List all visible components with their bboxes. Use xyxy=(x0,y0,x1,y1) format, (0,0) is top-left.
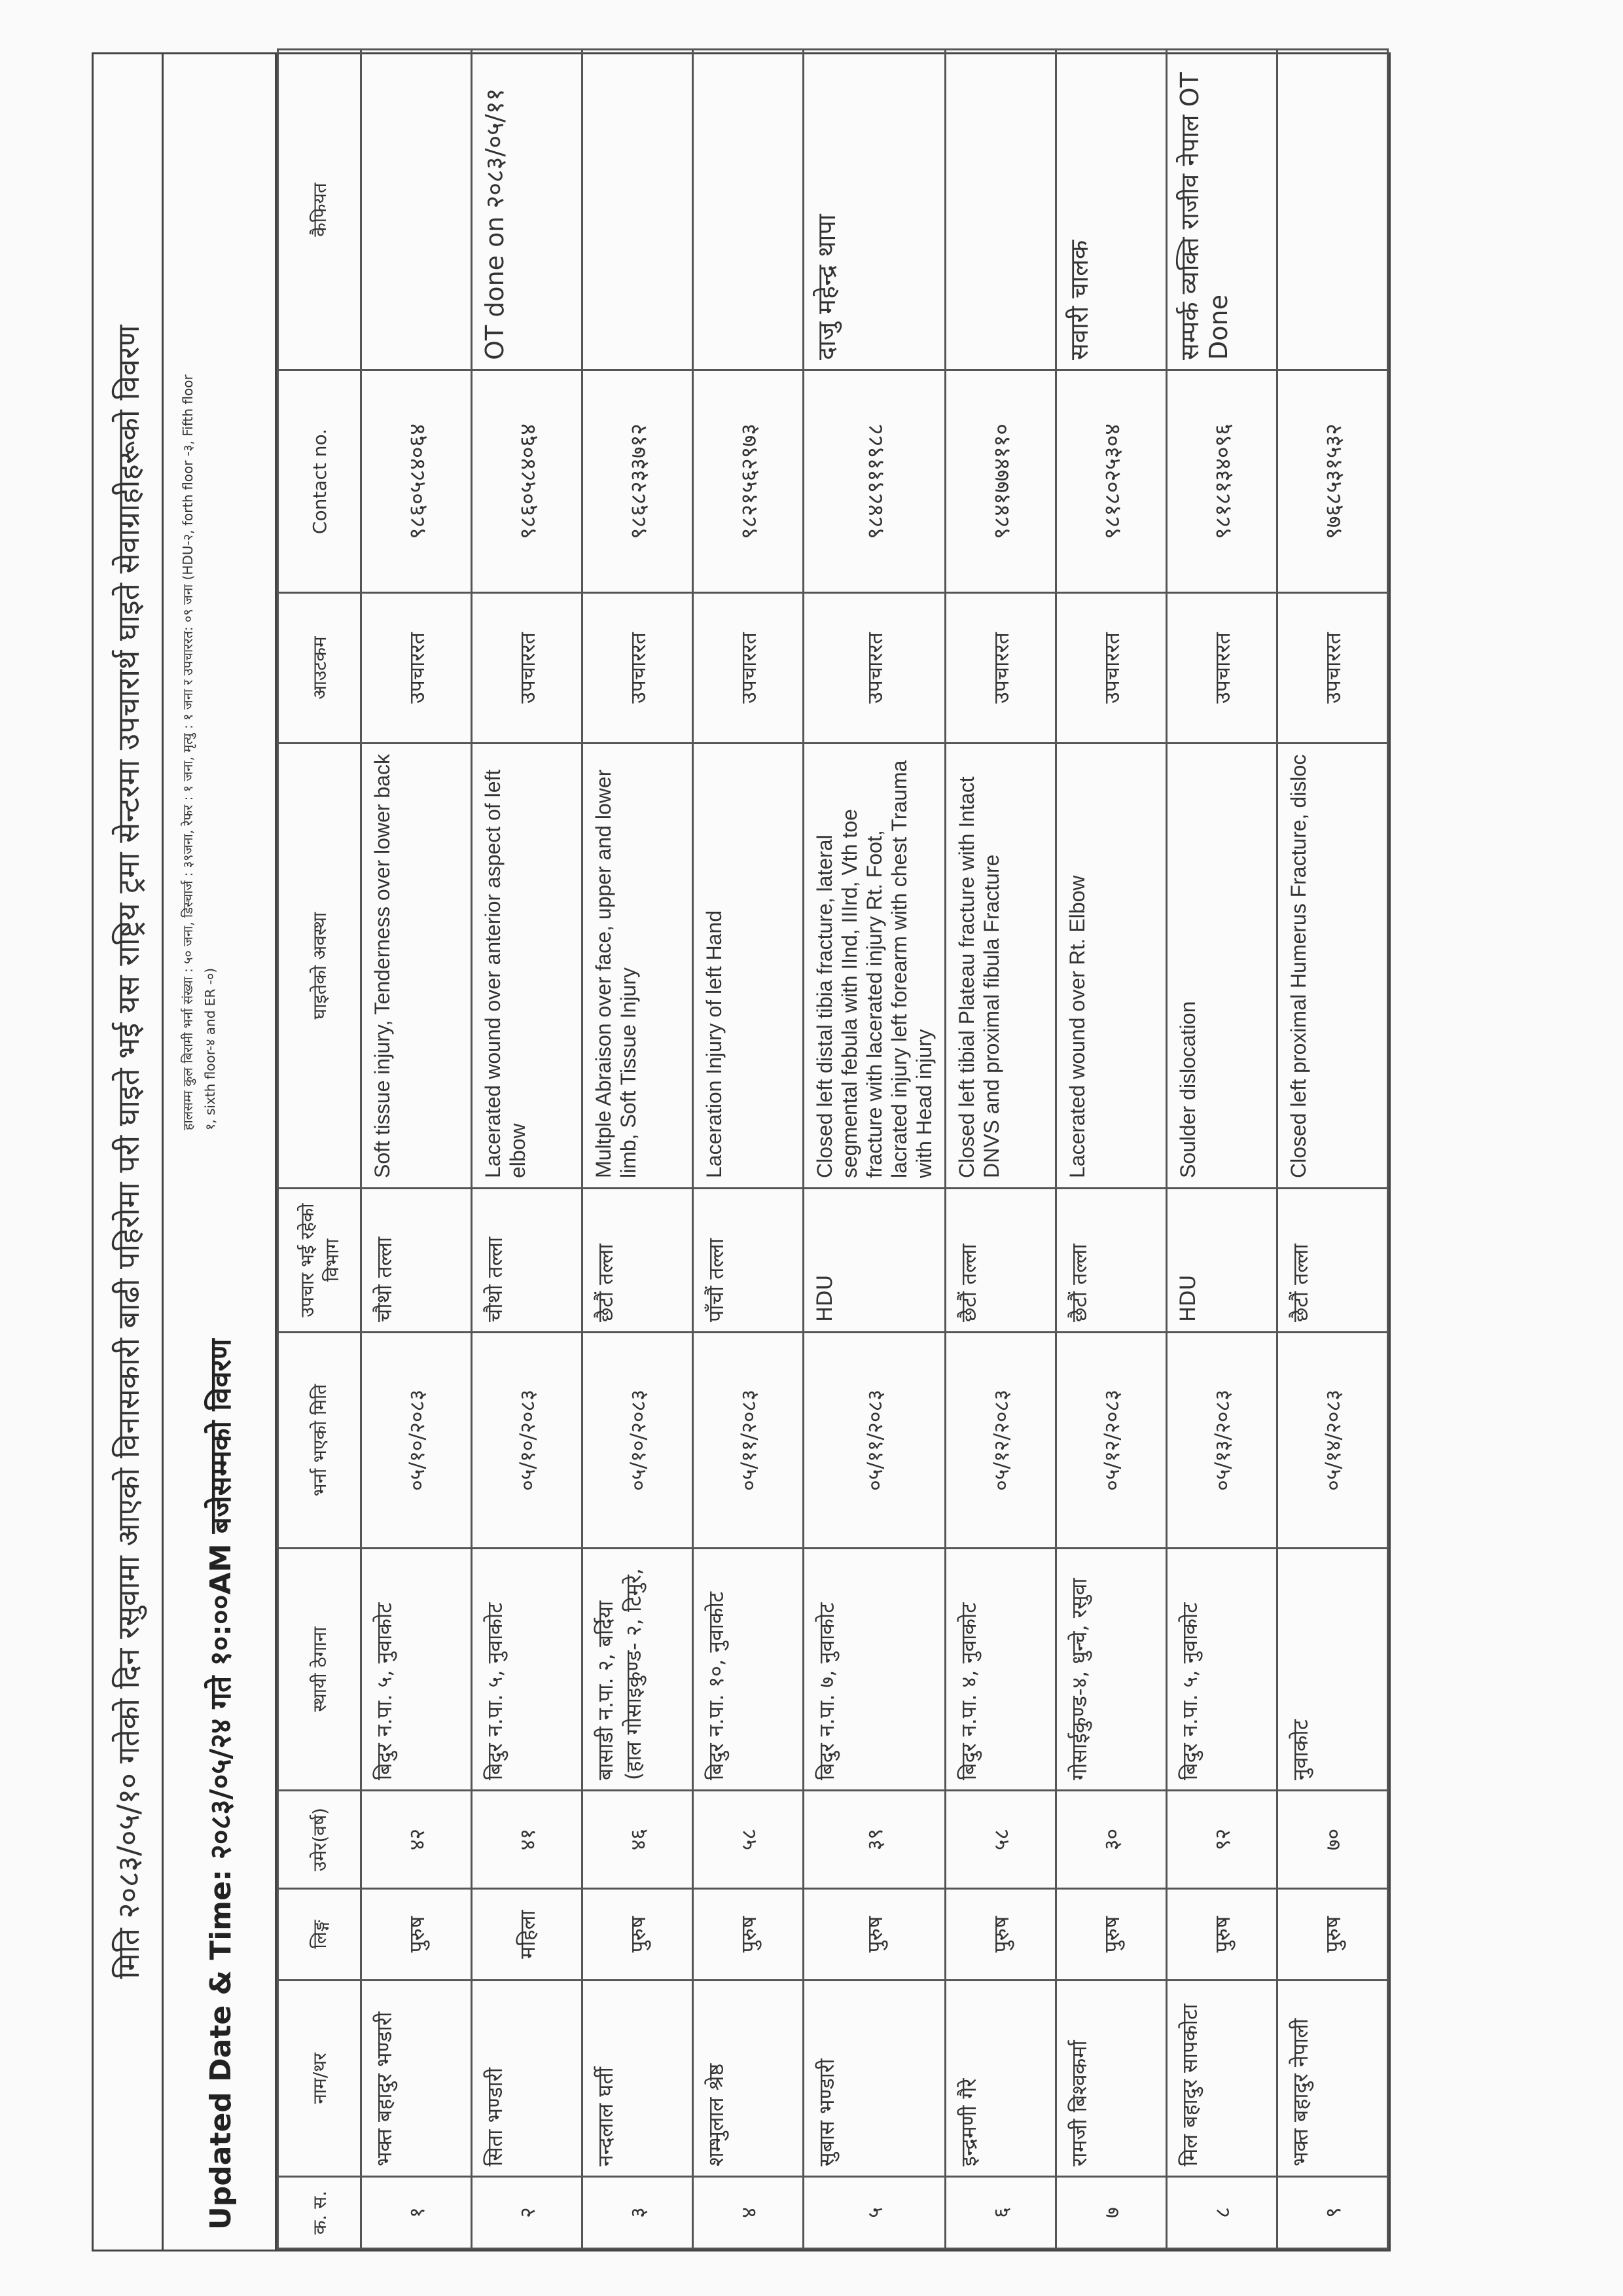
row-contact: ९८६८२३३७१२ xyxy=(582,370,693,593)
table-row xyxy=(1277,50,1388,2249)
col-outcome: आउटकम xyxy=(278,593,361,744)
row-admit-date: ०५/१०/२०८३ xyxy=(361,1333,472,1549)
row-contact: ९८४८९११९८८ xyxy=(804,370,946,593)
row-sn: ७ xyxy=(1056,2177,1167,2249)
row-condition: Closed left tibial Plateau fracture with Intact DNVS and proximal fibula Fracture xyxy=(946,744,1056,1189)
row-admit-date: ०५/१४/२०८३ xyxy=(1277,1333,1388,1549)
row-age: ४१ xyxy=(472,1791,582,1889)
row-name: भक्त बहादुर भण्डारी xyxy=(361,1981,472,2177)
row-gender: पुरुष xyxy=(804,1889,946,1981)
row-address: बिदुर न.पा. ५, नुवाकोट xyxy=(472,1549,582,1791)
row-name: सिता भण्डारी xyxy=(472,1981,582,2177)
updated-datetime: Updated Date & Time: २०८३/०५/२४ गते १०:००AM बजेसम्मको विवरण xyxy=(204,1338,238,2230)
row-address: बिदुर न.पा. ५, नुवाकोट xyxy=(1167,1549,1277,1791)
row-gender: पुरुष xyxy=(946,1889,1056,1981)
patient-table xyxy=(277,48,1389,2250)
row-outcome: उपचाररत xyxy=(1167,593,1277,744)
row-outcome: उपचाररत xyxy=(946,593,1056,744)
summary-line-1: हालसम्म कुल बिरामी भर्ना संख्या : ५० जना, डिस्चार्ज : ३९जना, रेफर : १ जना, मृत्यु : १ जना र उपचाररत: ०९ जना (HDU-२, forth floor -३, Fifth floor xyxy=(180,374,196,1130)
col-age: उमेर(वर्ष) xyxy=(278,1791,361,1889)
row-gender: पुरुष xyxy=(693,1889,804,1981)
col-contact: Contact no. xyxy=(278,370,361,593)
col-gender: लिङ्ग xyxy=(278,1889,361,1981)
row-name: रामजी बिश्वकर्मा xyxy=(1056,1981,1167,2177)
row-department: HDU xyxy=(1167,1189,1277,1333)
col-remarks: कैफियत xyxy=(278,50,361,370)
col-department: उपचार भई रहेको विभाग xyxy=(278,1189,361,1333)
row-remarks: OT done on २०८३/०५/११ xyxy=(472,50,582,370)
row-admit-date: ०५/१३/२०८३ xyxy=(1167,1333,1277,1549)
row-department: चौथो तल्ला xyxy=(472,1189,582,1333)
row-contact: ९८४१७७४११० xyxy=(946,370,1056,593)
table-row xyxy=(804,50,946,2249)
row-condition: Soft tissue injury, Tenderness over lower back xyxy=(361,744,472,1189)
row-condition: Soulder dislocation xyxy=(1167,744,1277,1189)
row-department: छैटौं तल्ला xyxy=(1056,1189,1167,1333)
row-gender: महिला xyxy=(472,1889,582,1981)
row-admit-date: ०५/११/२०८३ xyxy=(804,1333,946,1549)
row-gender: पुरुष xyxy=(1277,1889,1388,1981)
row-condition: Closed left proximal Humerus Fracture, disloc xyxy=(1277,744,1388,1189)
row-address: गोसाईकुण्ड-४, धुन्चे, रसुवा xyxy=(1056,1549,1167,1791)
row-address: नुवाकोट xyxy=(1277,1549,1388,1791)
row-remarks: दाजु महेन्द्र थापा xyxy=(804,50,946,370)
row-admit-date: ०५/१२/२०८३ xyxy=(1056,1333,1167,1549)
row-age: ७० xyxy=(1277,1791,1388,1889)
row-name: सुबास भण्डारी xyxy=(804,1981,946,2177)
row-sn: ५ xyxy=(804,2177,946,2249)
row-name: शम्भुलाल श्रेष्ठ xyxy=(693,1981,804,2177)
row-age: ४६ xyxy=(582,1791,693,1889)
row-condition: Multple Abraison over face, upper and lower limb, Soft Tissue Injury xyxy=(582,744,693,1189)
row-address: बिदुर न.पा. ७, नुवाकोट xyxy=(804,1549,946,1791)
row-department: छैटौं तल्ला xyxy=(582,1189,693,1333)
col-condition: घाइतेको अवस्था xyxy=(278,744,361,1189)
row-address: बासाडी न.पा. २, बर्दिया (हाल गोसाइकुण्ड- २, टिमुरे, xyxy=(582,1549,693,1791)
row-department: HDU xyxy=(804,1189,946,1333)
row-contact: ९८६०५८४०६४ xyxy=(361,370,472,593)
row-age: ५८ xyxy=(693,1791,804,1889)
row-name: नन्दलाल घर्ती xyxy=(582,1981,693,2177)
info-row xyxy=(164,54,277,2250)
row-department: चौथो तल्ला xyxy=(361,1189,472,1333)
row-name: भक्त बहादुर नेपाली xyxy=(1277,1981,1388,2177)
row-gender: पुरुष xyxy=(361,1889,472,1981)
row-contact: ९७६८५३१५३२ xyxy=(1277,370,1388,593)
col-address: स्थायी ठेगाना xyxy=(278,1549,361,1791)
row-admit-date: ०५/११/२०८३ xyxy=(693,1333,804,1549)
col-name: नाम/थर xyxy=(278,1981,361,2177)
row-age: ३० xyxy=(1056,1791,1167,1889)
row-remarks xyxy=(693,50,804,370)
row-sn: ३ xyxy=(582,2177,693,2249)
row-remarks xyxy=(361,50,472,370)
row-remarks xyxy=(946,50,1056,370)
row-contact: ९८६०५८४०६४ xyxy=(472,370,582,593)
row-outcome: उपचाररत xyxy=(804,593,946,744)
row-outcome: उपचाररत xyxy=(693,593,804,744)
table-row xyxy=(1056,50,1167,2249)
row-department: पाँचौं तल्ला xyxy=(693,1189,804,1333)
row-remarks: सम्पर्क व्यक्ति राजीव नेपाल OT Done xyxy=(1167,50,1277,370)
row-admit-date: ०५/१२/२०८३ xyxy=(946,1333,1056,1549)
table-row xyxy=(582,50,693,2249)
row-outcome: उपचाररत xyxy=(472,593,582,744)
row-sn: ८ xyxy=(1167,2177,1277,2249)
row-sn: २ xyxy=(472,2177,582,2249)
row-contact: ९८१८०२५३०४ xyxy=(1056,370,1167,593)
row-gender: पुरुष xyxy=(582,1889,693,1981)
row-contact: ९८२१५६२९७३ xyxy=(693,370,804,593)
row-outcome: उपचाररत xyxy=(1277,593,1388,744)
col-sn: क. स. xyxy=(278,2177,361,2249)
row-outcome: उपचाररत xyxy=(361,593,472,744)
summary-line-2: १, sixth floor-४ and ER -०) xyxy=(202,967,218,1130)
table-row xyxy=(946,50,1056,2249)
row-condition: Closed left distal tibia fracture, lateral segmental febula with IInd, IIIrd, Vth toe fracture with lacerated injury Rt. Foot, lacrated injury left forearm with chest Trauma with Head injury xyxy=(804,744,946,1189)
row-name: मिल बहादुर सापकोटा xyxy=(1167,1981,1277,2177)
row-outcome: उपचाररत xyxy=(1056,593,1167,744)
row-address: बिदुर न.पा. ४, नुवाकोट xyxy=(946,1549,1056,1791)
row-sn: ४ xyxy=(693,2177,804,2249)
admission-summary xyxy=(164,54,275,1150)
row-remarks xyxy=(1277,50,1388,370)
report-title: मिति २०८३/०५/१० गतेको दिन रसुवामा आएको विनासकारी बाढी पहिरोमा परी घाइते भई यस राष्ट्रिय ट्रमा सेन्टरमा उपचारार्थ घाइते सेवाग्राहीहरूको विवरण xyxy=(92,52,164,2251)
rotated-report xyxy=(92,52,1499,2251)
row-age: ३९ xyxy=(804,1791,946,1889)
row-age: ९२ xyxy=(1167,1791,1277,1889)
row-age: ४२ xyxy=(361,1791,472,1889)
row-condition: Lacerated wound over anterior aspect of left elbow xyxy=(472,744,582,1189)
table-header-row xyxy=(278,50,361,2249)
row-outcome: उपचाररत xyxy=(582,593,693,744)
col-admit-date: भर्ना भएको मिति xyxy=(278,1333,361,1549)
row-age: ५८ xyxy=(946,1791,1056,1889)
row-address: बिदुर न.पा. १०, नुवाकोट xyxy=(693,1549,804,1791)
table-row xyxy=(472,50,582,2249)
row-condition: Lacerated wound over Rt. Elbow xyxy=(1056,744,1167,1189)
row-sn: १ xyxy=(361,2177,472,2249)
row-condition: Laceration Injury of left Hand xyxy=(693,744,804,1189)
row-remarks: सवारी चालक xyxy=(1056,50,1167,370)
report-panel xyxy=(164,52,1391,2251)
table-row xyxy=(1167,50,1277,2249)
row-name: इन्द्रमणी गैरे xyxy=(946,1981,1056,2177)
row-admit-date: ०५/१०/२०८३ xyxy=(582,1333,693,1549)
row-gender: पुरुष xyxy=(1056,1889,1167,1981)
row-department: छैटौं तल्ला xyxy=(1277,1189,1388,1333)
row-gender: पुरुष xyxy=(1167,1889,1277,1981)
row-remarks xyxy=(582,50,693,370)
row-sn: ६ xyxy=(946,2177,1056,2249)
row-department: छैटौं तल्ला xyxy=(946,1189,1056,1333)
table-row xyxy=(361,50,472,2249)
row-sn: ९ xyxy=(1277,2177,1388,2249)
row-contact: ९८१८१३४०९६ xyxy=(1167,370,1277,593)
row-address: बिदुर न.पा. ५, नुवाकोट xyxy=(361,1549,472,1791)
table-row xyxy=(693,50,804,2249)
row-admit-date: ०५/१०/२०८३ xyxy=(472,1333,582,1549)
